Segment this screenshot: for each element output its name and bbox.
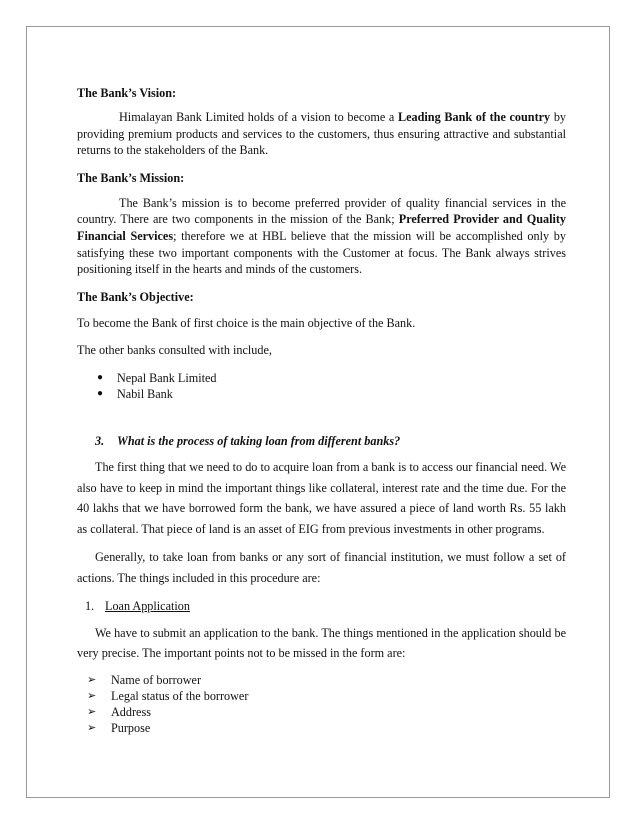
bank-name: Nabil Bank [117, 386, 173, 401]
form-point: Purpose [111, 720, 151, 735]
list-item [87, 688, 566, 704]
arrow-bullet-icon: ➢ [87, 673, 97, 686]
form-point: Name of borrower [111, 672, 202, 687]
vision-text-end: by providing premium products and services to the customers, thus ensuring attractive and substantial returns to the stakeholders of the Bank. [77, 110, 567, 158]
vision-text-start: Himalayan Bank Limited holds of a vision to become a [119, 110, 399, 124]
vision-bold-text: Leading Bank of the country [398, 110, 551, 124]
list-item [95, 386, 566, 402]
mission-text-start: The Bank’s mission is to become preferred provider of quality financial services in the country. There are two components in the mission of the Bank; [77, 195, 566, 227]
question-number: 3. [95, 433, 105, 448]
question-text: What is the process of taking loan from different banks? [117, 433, 401, 448]
bullet-icon: ● [97, 387, 104, 399]
mission-paragraph [77, 195, 566, 278]
page-content [77, 85, 566, 736]
arrow-bullet-icon: ➢ [87, 689, 97, 702]
step-heading [77, 598, 566, 614]
mission-text-end: ; therefore we at HBL believe that the mission will be accomplished only by satisfying these two important components with the Customer at focus. The Bank always strives positioning itself in the hearts and minds of the customers. [77, 228, 566, 277]
objective-heading: The Bank’s Objective: [77, 289, 194, 304]
list-item [87, 720, 566, 736]
list-item [87, 672, 566, 688]
other-banks-intro: The other banks consulted with include, [77, 343, 272, 358]
form-point: Address [111, 704, 151, 719]
loan-paragraph-1: The first thing that we need to do to acquire loan from a bank is to access our financial need. We also have to keep in mind the important things like collateral, interest rate and the time due. For the 40 lakhs that we have borrowed form the bank, we have assured a piece of land worth Rs. 55 lakh as collateral. That piece of land is an asset of EIG from previous investments in other programs. [77, 459, 566, 536]
mission-heading: The Bank’s Mission: [77, 170, 185, 185]
list-item [87, 704, 566, 720]
bank-name: Nepal Bank Limited [117, 370, 217, 385]
application-paragraph: We have to submit an application to the bank. The things mentioned in the application should be very precise. The important points not to be missed in the form are: [77, 625, 566, 661]
list-item [95, 370, 566, 386]
step-label: Loan Application [105, 598, 190, 613]
question-heading [77, 433, 566, 449]
form-point: Legal status of the borrower [111, 688, 249, 703]
loan-paragraph-2: Generally, to take loan from banks or any sort of financial institution, we must follow a set of actions. The things included in this procedure are: [77, 550, 566, 585]
other-banks-list [77, 370, 566, 402]
bullet-icon: ● [97, 371, 104, 383]
objective-text: To become the Bank of first choice is the main objective of the Bank. [77, 315, 416, 330]
arrow-bullet-icon: ➢ [87, 721, 97, 734]
arrow-bullet-icon: ➢ [87, 705, 97, 718]
document-page [26, 26, 610, 798]
step-number: 1. [85, 598, 95, 613]
form-points-list [77, 672, 566, 736]
mission-bold-text: Preferred Provider and Quality Financial Services [77, 212, 567, 243]
vision-heading: The Bank’s Vision: [77, 86, 177, 100]
vision-paragraph [77, 109, 566, 159]
